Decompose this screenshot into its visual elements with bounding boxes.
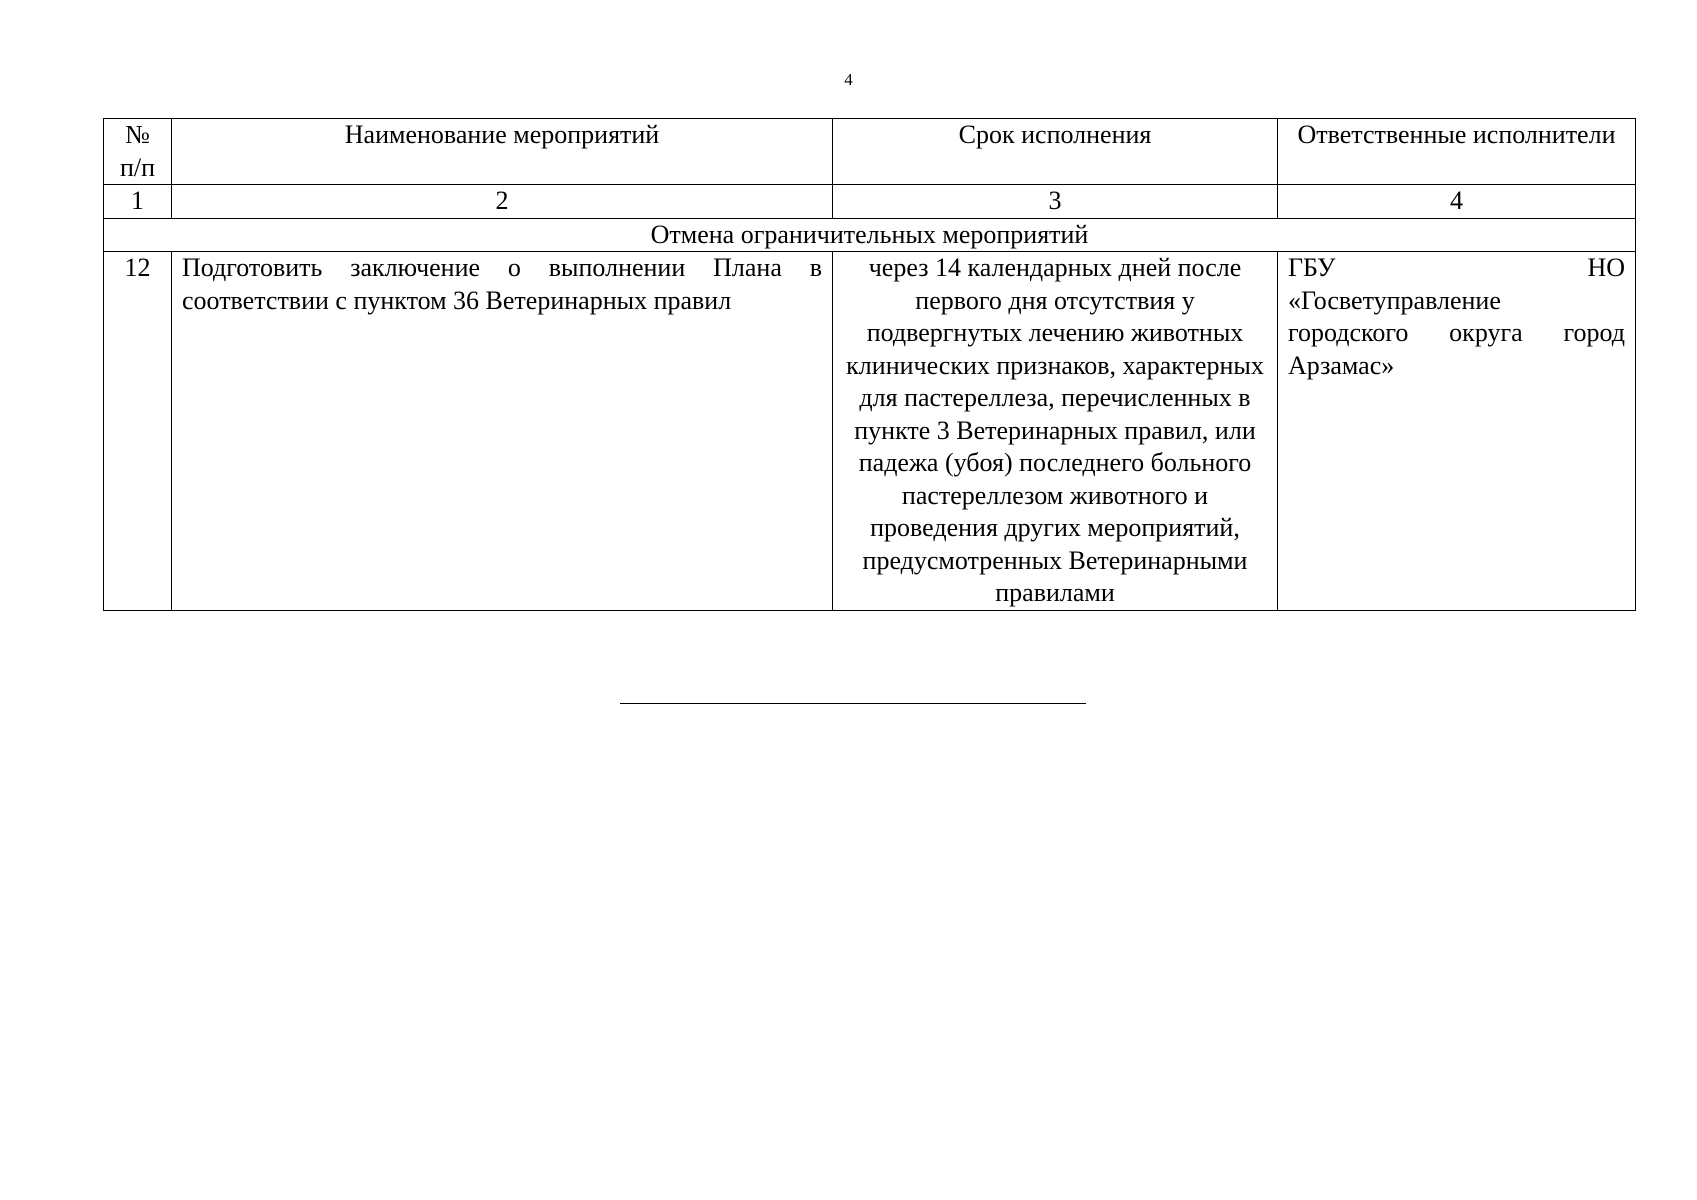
table-header-row	[104, 119, 1636, 185]
table-row	[104, 252, 1636, 611]
column-number-4: 4	[1278, 185, 1636, 219]
section-row	[104, 218, 1636, 252]
row-number: 12	[104, 252, 172, 611]
responsible-org-region: НО	[1587, 253, 1625, 282]
header-name: Наименование мероприятий	[172, 119, 833, 185]
responsible-org-name: «Госветуправление городского округа город Арзамас»	[1288, 285, 1625, 380]
row-deadline: через 14 календарных дней после первого дня отсутствия у подвергнутых лечению животных клинических признаков, характерных для пастереллеза, перечисленных в пункте 3 Ветеринарных правил, или падежа (убоя) последнего больного пастереллезом животного и проведения других мероприятий, предусмотренных Ветеринарными правилами	[833, 252, 1278, 611]
column-number-row	[104, 185, 1636, 219]
column-number-2: 2	[172, 185, 833, 219]
plan-table	[103, 118, 1636, 611]
header-deadline: Срок исполнения	[833, 119, 1278, 185]
column-number-1: 1	[104, 185, 172, 219]
responsible-org-line	[1288, 252, 1625, 285]
page-number: 4	[844, 70, 853, 89]
row-responsible	[1278, 252, 1636, 611]
header-responsible: Ответственные исполнители	[1278, 119, 1636, 185]
column-number-3: 3	[833, 185, 1278, 219]
end-divider-line	[620, 703, 1086, 704]
section-title: Отмена ограничительных мероприятий	[104, 218, 1636, 252]
header-number: № п/п	[104, 119, 172, 185]
row-measure-name: Подготовить заключение о выполнении Плана в соответствии с пунктом 36 Ветеринарных правил	[172, 252, 833, 611]
responsible-org-type: ГБУ	[1288, 253, 1336, 282]
